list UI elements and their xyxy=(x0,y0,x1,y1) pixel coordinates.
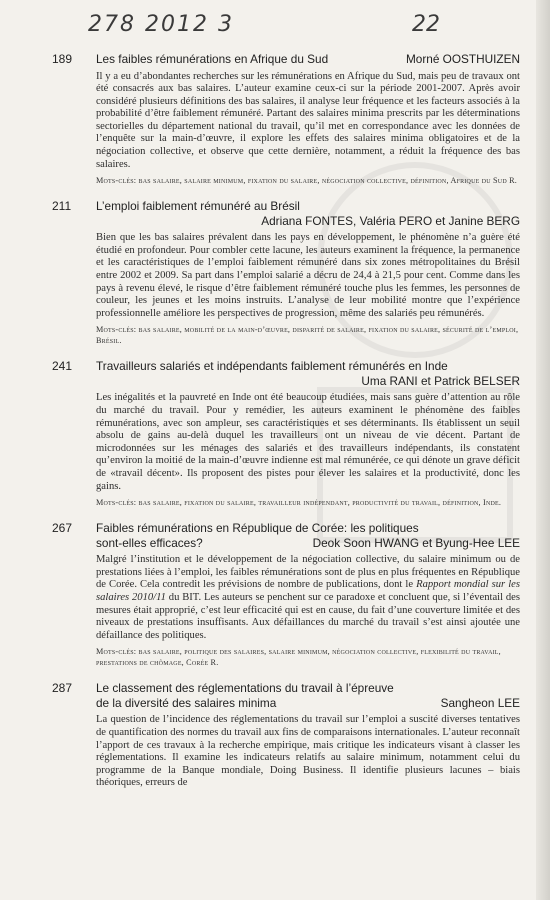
page-number: 287 xyxy=(52,681,73,696)
keywords: Mots-clés: bas salaire, politique des salaires, salaire minimum, négociation collective, flexibilité du travail, prestations de chômage, Corée R. xyxy=(96,647,501,668)
article-title-line-2: sont-elles efficaces? xyxy=(96,535,203,550)
abstract-text-part-1: Malgré l’institution et le développement de la négociation collective, du salaire minimum ou de prestations liées à l’emploi, les faibles rémunérations sont de plus en plus fréquentes en République de Corée. Cela contredit les prévisions de nombre de publications, dont le xyxy=(96,554,520,591)
article-authors: Sangheon LEE xyxy=(440,695,520,710)
article-authors: Adriana FONTES, Valéria PERO et Janine BERG xyxy=(261,213,520,228)
keywords: Mots-clés: bas salaire, fixation du salaire, travailleur indépendant, productivité du travail, définition, Inde. xyxy=(96,498,502,508)
entry-heading xyxy=(96,359,520,388)
abstract-entry xyxy=(0,359,536,508)
handwritten-annotations xyxy=(0,12,550,48)
page-number: 189 xyxy=(52,52,73,66)
article-title-line-2: de la diversité des salaires minima xyxy=(96,695,277,710)
entry-heading xyxy=(96,521,520,550)
handwritten-reference: 278 2012 3 xyxy=(88,12,234,37)
article-title: L’emploi faiblement rémunéré au Brésil xyxy=(96,199,300,214)
keywords: Mots-clés: bas salaire, mobilité de la main-d’œuvre, disparité de salaire, fixation du salaire, sécurité de l’emploi, Brésil. xyxy=(96,325,519,346)
abstract-text: Il y a eu d’abondantes recherches sur les rémunérations en Afrique du Sud, mais peu de travaux ont été consacrés aux bas salaires. L’auteur examine ceux-ci sur la période 2001-2007. Après avoir considéré plusieurs définitions des bas salaires, il analyse leur fréquence et les facteurs associés à la probabilité d’être faiblement rémunéré. Partant des salaires minima prescrits par les déterminations sectorielles du département national du travail, qu’il met en correspondance avec les données de l’enquête sur la main-d’œuvre, il explore les effets des salaires minima obligatoires et de la négociation collective, et observe que cette dernière, notamment, a réduit la fréquence des bas salaires. xyxy=(96,70,520,170)
handwritten-page-note: 22 xyxy=(412,12,440,37)
keywords: Mots-clés: bas salaire, salaire minimum, fixation du salaire, négociation collective, définition, Afrique du Sud R. xyxy=(96,176,518,186)
cited-report-title: Rapport mondial sur les salaires 2010/11 xyxy=(96,579,520,603)
article-authors: Uma RANI et Patrick BELSER xyxy=(361,373,520,388)
entry-heading xyxy=(96,681,520,710)
article-title: Travailleurs salariés et indépendants faiblement rémunérés en Inde xyxy=(96,359,448,374)
article-authors: Morné OOSTHUIZEN xyxy=(405,52,520,66)
page-number: 241 xyxy=(52,359,73,374)
page-edge-shadow xyxy=(536,0,550,900)
abstract-entry xyxy=(0,521,536,668)
entry-heading xyxy=(96,199,520,228)
abstract-text-part-2: du BIT. Les auteurs se penchent sur ce paradoxe et concluent que, si l’éventail des mesures était approprié, c’est leur efficacité qui est en cause, du fait d’une couverture limitée et des niveaux de prestations insuffisants. Aux défaillances du marché du travail s’est ainsi ajoutée une défaillance des politiques. xyxy=(96,591,521,641)
article-authors: Deok Soon HWANG et Byung-Hee LEE xyxy=(312,535,520,550)
abstract-entry xyxy=(0,681,536,790)
abstracts-list xyxy=(0,52,536,803)
article-title: Les faibles rémunérations en Afrique du Sud xyxy=(96,52,329,66)
page-number: 211 xyxy=(52,199,72,214)
page-number: 267 xyxy=(52,521,73,536)
abstract-text: Bien que les bas salaires prévalent dans les pays en développement, le phénomène n’a guère été étudié en profondeur. Pour combler cette lacune, les auteurs examinent la fréquence, la permanence et les caractéristiques de l’emploi faiblement rémunéré dans six zones métropolitaines du Brésil entre 2002 et 2009. Sa part dans l’emploi salarié a décru de 24,4 à 21,5 pour cent. Comme dans les pays à revenu élevé, le risque d’être faiblement rémunéré touche plus les femmes, les personnes de couleur, les jeunes et les moins instruits. L’analyse de leur mobilité montre que l’expérience professionnelle améliore les perspectives de progression, même des salariés peu rémunérés. xyxy=(96,232,520,319)
article-title-line-1: Le classement des réglementations du travail à l’épreuve xyxy=(96,681,394,696)
abstract-text: La question de l’incidence des réglementations du travail sur l’emploi a suscité diverses tentatives de quantification des normes du travail aux fins de comparaisons internationales. L’auteur reconnaît l’apport de ces travaux à la recherche empirique, mais critique les indicateurs visant à classer les réglementations. Il examine les indicateurs relatifs au salaire minimum, notamment celui du programme de la Banque mondiale, Doing Business. Il identifie plusieurs lacunes – biais théoriques, erreurs de xyxy=(96,714,520,789)
abstract-text xyxy=(96,554,520,642)
abstract-text: Les inégalités et la pauvreté en Inde ont été beaucoup étudiées, mais sans guère d’attention au rôle du marché du travail. Pour y remédier, les auteurs examinent le phénomène des faibles rémunérations, avec son ampleur, ses caractéristiques et ses déterminants. Ils établissent un seuil absolu de gains au-delà duquel les travailleurs ont un niveau de vie décent. Partant de microdonnées sur les ménages des salariés et des travailleurs indépendants, ils constatent qu’environ la moitié de la main-d’œuvre indienne est mal rémunérée, ce qui dénote un grave déficit de «travail décent». Ils proposent des pistes pour élever les salaires et la productivité, donc les gains. xyxy=(96,392,520,492)
abstract-entry xyxy=(0,52,536,186)
article-title-line-1: Faibles rémunérations en République de Corée: les politiques xyxy=(96,521,419,536)
entry-heading xyxy=(96,52,520,67)
abstract-entry xyxy=(0,199,536,346)
